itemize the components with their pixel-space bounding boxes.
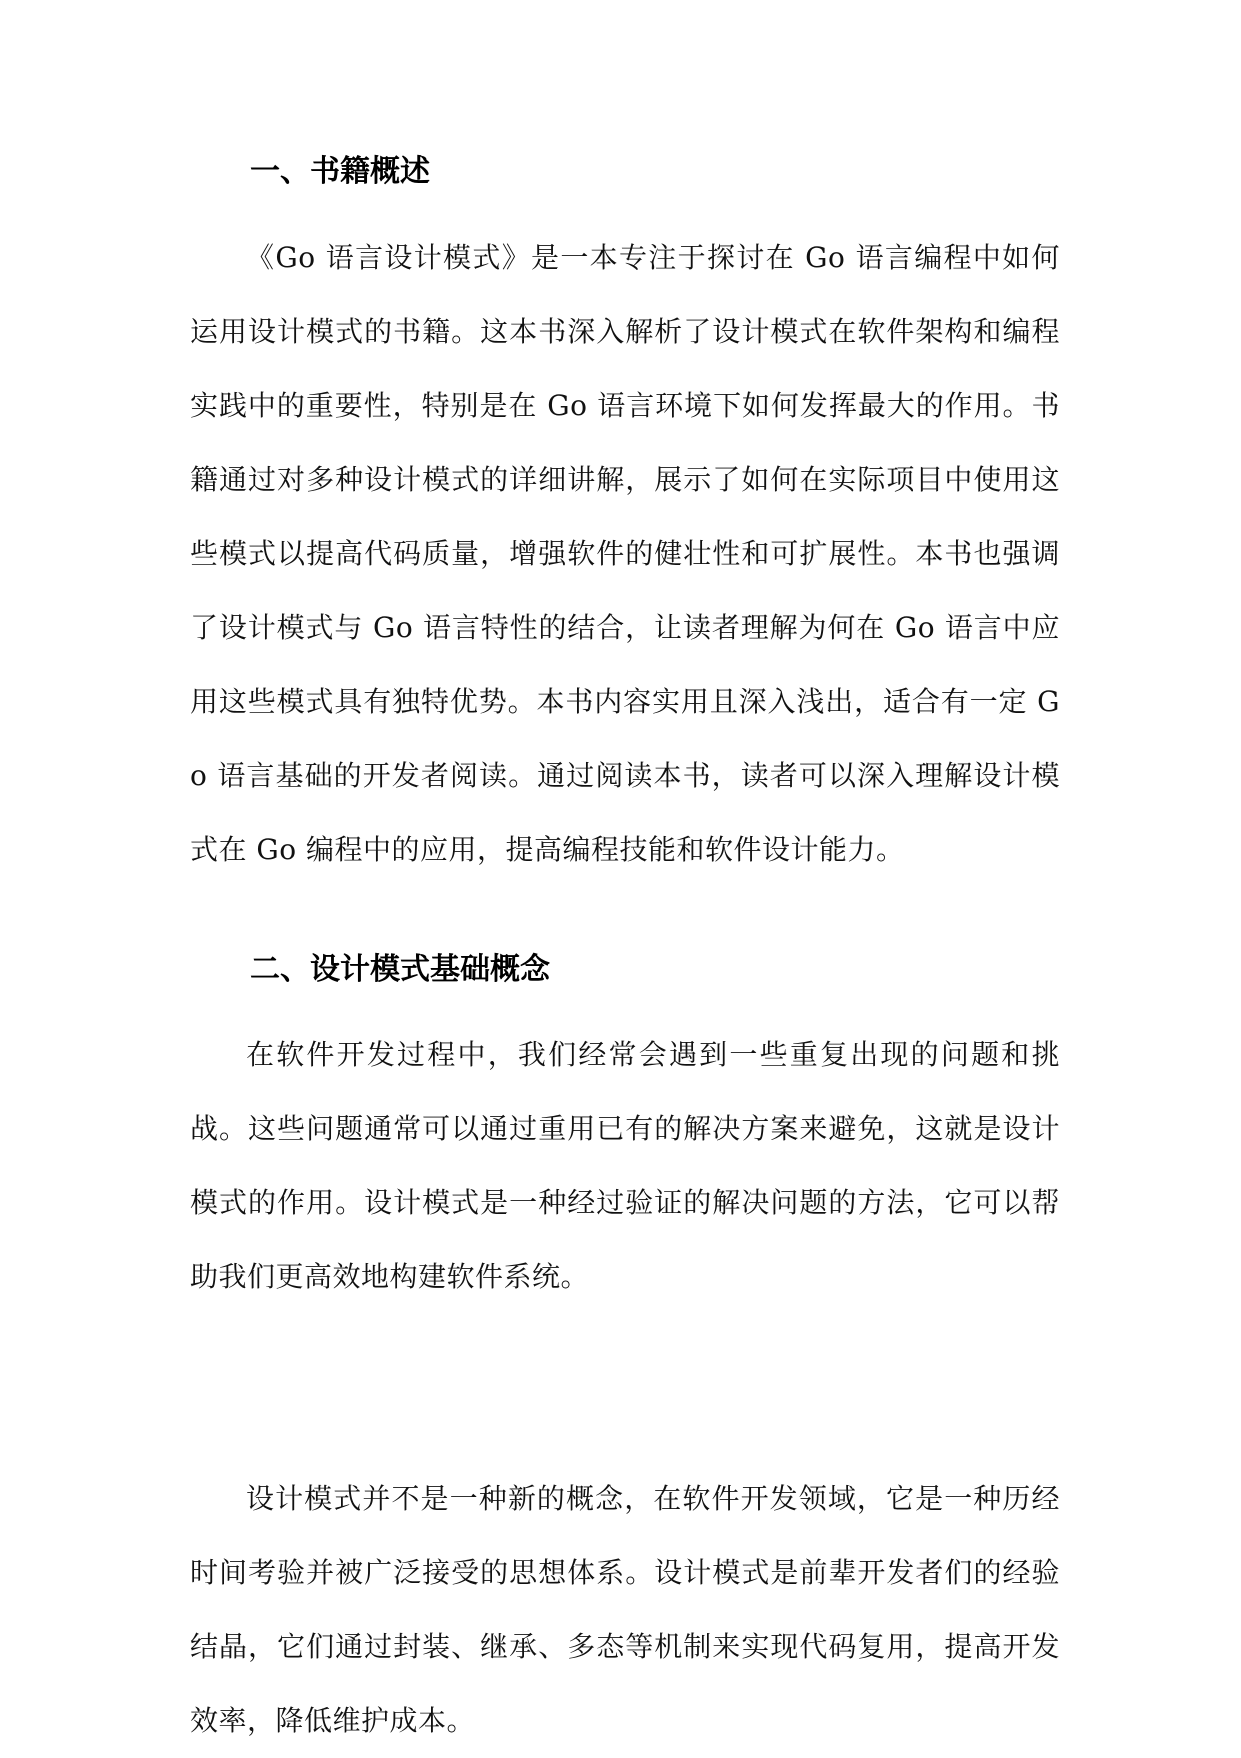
section-heading-design-pattern-basics: 二、设计模式基础概念 bbox=[250, 952, 550, 987]
paragraph-book-overview: 《Go 语言设计模式》是一本专注于探讨在 Go 语言编程中如何运用设计模式的书籍。这本书深入解析了设计模式在软件架构和编程实践中的重要性，特别是在 Go 语言环境下如何发挥最大的作用。书籍通过对多种设计模式的详细讲解，展示了如何在实际项目中使用这些模式以提高代码质量，增强软件的健壮性和可扩展性。本书也强调了设计模式与 Go 语言特性的结合，让读者理解为何在 Go 语言中应用这些模式具有独特优势。本书内容实用且深入浅出，适合有一定 Go 语言基础的开发者阅读。通过阅读本书，读者可以深入理解设计模式在 Go 编程中的应用，提高编程技能和软件设计能力。 bbox=[190, 241, 1060, 866]
paragraph-design-pattern-history: 设计模式并不是一种新的概念，在软件开发领域，它是一种历经时间考验并被广泛接受的思想体系。设计模式是前辈开发者们的经验结晶，它们通过封装、继承、多态等机制来实现代码复用，提高开发效率，降低维护成本。 bbox=[190, 1482, 1060, 1737]
paragraph-design-pattern-intro: 在软件开发过程中，我们经常会遇到一些重复出现的问题和挑战。这些问题通常可以通过重用已有的解决方案来避免，这就是设计模式的作用。设计模式是一种经过验证的解决问题的方法，它可以帮助我们更高效地构建软件系统。 bbox=[190, 1038, 1060, 1293]
section-heading-book-overview: 一、书籍概述 bbox=[250, 154, 430, 189]
